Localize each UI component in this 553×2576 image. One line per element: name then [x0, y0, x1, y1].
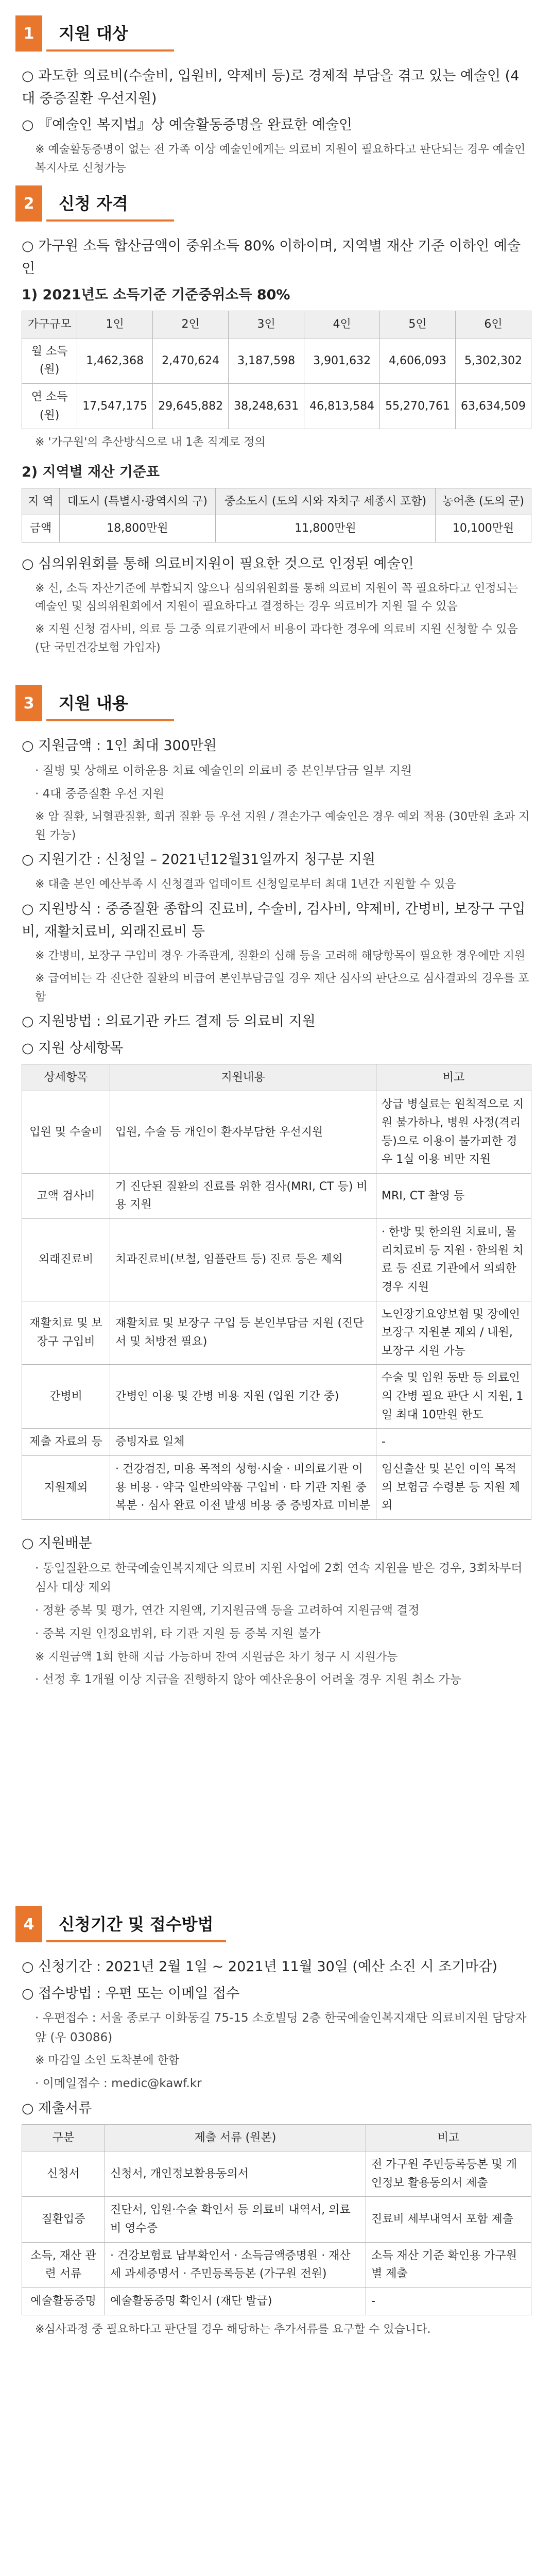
- section-number: 1: [15, 15, 42, 52]
- note: ※ 암 질환, 뇌혈관질환, 희귀 질환 등 우선 지원 / 결손가구 예술인은 경우 예외 적용 (30만원 초과 지원 가능): [35, 810, 530, 842]
- table-cell: 진단서, 입원·수술 확인서 등 의료비 내역서, 의료비 영수증: [105, 2197, 366, 2242]
- paragraph: ○ 지원방식 : 중증질환 종합의 진료비, 수술비, 검사비, 약제비, 간병비, 보장구 구입비, 재활치료비, 외래진료비 등: [22, 901, 526, 940]
- table-header: 1인: [77, 311, 153, 338]
- table-cell: -: [376, 1429, 531, 1456]
- table-cell: 29,645,882: [153, 384, 229, 429]
- table-cell: 전 가구원 주민등록등본 및 개인정보 활용동의서 제출: [366, 2151, 531, 2197]
- table-cell: 4,606,093: [380, 338, 456, 383]
- table-cell: 63,634,509: [456, 384, 531, 429]
- section-eligibility: [0, 15, 553, 181]
- table-header: 지 역: [22, 488, 60, 515]
- table-header: 6인: [456, 311, 531, 338]
- sub-item: · 선정 후 1개월 이상 지급을 진행하지 않아 예산운용이 어려울 경우 지원 취소 가능: [35, 1673, 461, 1687]
- table-cell: 신청서: [22, 2151, 105, 2197]
- table-cell: 5,302,302: [456, 338, 531, 383]
- table-cell: 질환입증: [22, 2197, 105, 2242]
- table-row: [22, 1091, 531, 1174]
- table-cell: 재활치료 및 보장구 구입 등 본인부담금 지원 (진단서 및 처방전 필요): [110, 1301, 376, 1365]
- table-row: [22, 338, 531, 383]
- table-row: [22, 1365, 531, 1429]
- table-row: [22, 2197, 531, 2242]
- section-number: 2: [15, 185, 42, 222]
- table-header: 중소도시 (도의 시와 자치구 세종시 포함): [215, 488, 435, 515]
- table-cell: 치과진료비(보철, 임플란트 등) 진료 등은 제외: [110, 1219, 376, 1301]
- support-items-table: [22, 1064, 531, 1520]
- table-cell: 기 진단된 질환의 진료를 위한 검사(MRI, CT 등) 비용 지원: [110, 1173, 376, 1218]
- note: ※ 지원 신청 검사비, 의료 등 그중 의료기관에서 비용이 과다한 경우에 의료비 지원 신청할 수 있음 (단 국민건강보험 가입자): [35, 622, 518, 654]
- note: ※ 대출 본인 예산부족 시 신청결과 업데이트 신청일로부터 최대 1년간 지원할 수 있음: [35, 878, 456, 891]
- table-cell: 수술 및 입원 동반 등 의료인의 간병 필요 판단 시 지원, 1일 최대 10만원 한도: [376, 1365, 531, 1429]
- note: ※심사과정 중 필요하다고 판단될 경우 해당하는 추가서류를 요구할 수 있습니다.: [35, 2323, 431, 2336]
- table-row: [22, 1219, 531, 1301]
- note: ※ 간병비, 보장구 구입비 경우 가족관계, 질환의 심해 등을 고려해 해당항목이 필요한 경우에만 지원: [35, 950, 526, 963]
- table-cell: · 건강보험료 납부확인서 · 소득금액증명원 · 재산세 과세증명서 · 주민등록등본 (가구원 전원): [105, 2242, 366, 2287]
- table-cell: 2,470,624: [153, 338, 229, 383]
- table-cell: 증빙자료 일체: [110, 1429, 376, 1456]
- table-cell: MRI, CT 촬영 등: [376, 1173, 531, 1218]
- table-cell: 재활치료 및 보장구 구입비: [22, 1301, 110, 1365]
- section-header: [15, 685, 553, 721]
- income-table: [22, 311, 531, 429]
- table-cell: 11,800만원: [215, 515, 435, 543]
- table-cell: 예술활동증명: [22, 2287, 105, 2315]
- sub-item: · 동일질환으로 한국예술인복지재단 의료비 지원 사업에 2회 연속 지원을 받은 경우, 3회차부터 심사 대상 제외: [35, 1561, 523, 1594]
- table-cell: 임신출산 및 본인 이익 목적의 보험금 수령분 등 지원 제외: [376, 1455, 531, 1519]
- note: ※ 급여비는 각 진단한 질환의 비급여 본인부담금일 경우 재단 심사의 판단으로 심사결과의 경우를 포함: [35, 972, 529, 1004]
- table-header: 비고: [366, 2124, 531, 2151]
- table-caption: 2) 지역별 재산 기준표: [22, 464, 160, 480]
- paragraph: ○ 지원방법 : 의료기관 카드 결제 등 의료비 지원: [22, 1013, 316, 1030]
- table-row: [22, 2287, 531, 2315]
- sub-item: · 질병 및 상해로 이하운용 치료 예술인의 의료비 중 본인부담금 일부 지원: [35, 764, 412, 777]
- table-header: 3인: [229, 311, 304, 338]
- table-header: 지원내용: [110, 1064, 376, 1091]
- note: ※ 신, 소득 자산기준에 부합되지 않으나 심의위원회를 통해 의료비 지원이 꼭 필요하다고 인정되는 예술인 및 심의위원회에서 지원이 필요하다고 결정하는 경우 의료비가 지원 될 수 있음: [35, 582, 519, 614]
- table-cell: 지원제외: [22, 1455, 110, 1519]
- table-cell: 제출 자료의 등: [22, 1429, 110, 1456]
- section-header: [15, 15, 553, 52]
- table-row: [22, 1173, 531, 1218]
- note: ※ 마감일 소인 도착분에 한함: [35, 2054, 180, 2067]
- table-cell: 38,248,631: [229, 384, 304, 429]
- table-cell: 간병인 이용 및 간병 비용 지원 (입원 기간 중): [110, 1365, 376, 1429]
- table-cell: 1,462,368: [77, 338, 153, 383]
- section-title: 지원 대상: [46, 15, 174, 52]
- table-cell: 10,100만원: [436, 515, 531, 543]
- paragraph: ○ 가구원 소득 합산금액이 중위소득 80% 이하이며, 지역별 재산 기준 이하인 예술인: [22, 238, 521, 277]
- table-header: 농어촌 (도의 군): [436, 488, 531, 515]
- sub-item: · 정환 중복 및 평가, 연간 지원액, 기지원금액 등을 고려하여 지원금액 결정: [35, 1604, 420, 1618]
- asset-table: [22, 488, 531, 543]
- table-header: 대도시 (특별시·광역시의 구): [59, 488, 215, 515]
- table-header: 4인: [304, 311, 380, 338]
- table-row: [22, 1455, 531, 1519]
- section-header: [15, 1906, 553, 1942]
- sub-item: · 우편접수 : 서울 종로구 이화동길 75-15 소호빌딩 2층 한국예술인복지재단 의료비지원 담당자 앞 (우 03086): [35, 2011, 527, 2044]
- section-application: [0, 1906, 553, 2343]
- table-cell: 3,901,632: [304, 338, 380, 383]
- paragraph: ○ 제출서류: [22, 2100, 92, 2116]
- table-cell: 신청서, 개인정보활용동의서: [105, 2151, 366, 2197]
- table-row: [22, 384, 531, 429]
- sub-item: · 이메일접수 : medic@kawf.kr: [35, 2076, 202, 2090]
- table-header: 가구규모: [22, 311, 77, 338]
- table-cell: 간병비: [22, 1365, 110, 1429]
- table-cell: · 건강검진, 미용 목적의 성형·시술 · 비의료기관 이용 비용 · 약국 일반의약품 구입비 · 타 기관 지원 중복분 · 심사 완료 이전 발생 비용 중 증빙자료 미비분: [110, 1455, 376, 1519]
- table-cell: 월 소득(원): [22, 338, 77, 383]
- table-header: 구분: [22, 2124, 105, 2151]
- table-cell: 3,187,598: [229, 338, 304, 383]
- documents-table: [22, 2124, 531, 2315]
- paragraph: ○ 지원배분: [22, 1535, 92, 1551]
- table-cell: 55,270,761: [380, 384, 456, 429]
- paragraph: ○ 신청기간 : 2021년 2월 1일 ~ 2021년 11월 30일 (예산 소진 시 조기마감): [22, 1959, 497, 1975]
- table-row: [22, 1301, 531, 1365]
- sub-item: · 중복 지원 인정요범위, 타 기관 지원 등 중복 지원 불가: [35, 1627, 321, 1641]
- table-cell: 18,800만원: [59, 515, 215, 543]
- table-cell: 연 소득(원): [22, 384, 77, 429]
- section-title: 지원 내용: [46, 685, 174, 721]
- paragraph: ○ 지원금액 : 1인 최대 300만원: [22, 738, 217, 754]
- paragraph: ○ 접수방법 : 우편 또는 이메일 접수: [22, 1985, 240, 2002]
- table-header: 5인: [380, 311, 456, 338]
- section-title: 신청 자격: [46, 185, 174, 222]
- table-cell: 진료비 세부내역서 포함 제출: [366, 2197, 531, 2242]
- section-support-content: [0, 685, 553, 1693]
- table-cell: 소득, 재산 관련 서류: [22, 2242, 105, 2287]
- table-row: [22, 1429, 531, 1456]
- table-cell: 소득 재산 기준 확인용 가구원별 제출: [366, 2242, 531, 2287]
- section-number: 3: [15, 685, 42, 721]
- table-cell: 외래진료비: [22, 1219, 110, 1301]
- table-cell: -: [366, 2287, 531, 2315]
- table-header: 2인: [153, 311, 229, 338]
- table-cell: 고액 검사비: [22, 1173, 110, 1218]
- note: ※ 예술활동증명이 없는 전 가족 이상 예술인에게는 의료비 지원이 필요하다고 판단되는 경우 예술인복지사로 신청가능: [35, 143, 526, 175]
- table-cell: 46,813,584: [304, 384, 380, 429]
- table-cell: · 한방 및 한의원 치료비, 물리치료비 등 지원 · 한의원 치료 등 진료 기관에서 의뢰한 경우 지원: [376, 1219, 531, 1301]
- table-cell: 입원 및 수술비: [22, 1091, 110, 1174]
- section-qualification: [0, 185, 553, 661]
- table-cell: 17,547,175: [77, 384, 153, 429]
- table-row: [22, 2242, 531, 2287]
- table-row: [22, 2151, 531, 2197]
- paragraph: ○ 지원 상세항목: [22, 1040, 124, 1056]
- section-number: 4: [15, 1906, 42, 1942]
- table-header: 상세항목: [22, 1064, 110, 1091]
- table-cell: 상급 병실료는 원칙적으로 지원 불가하나, 병원 사정(격리 등)으로 이용이 불가피한 경우 1실 이용 비만 지원: [376, 1091, 531, 1174]
- table-cell: 금액: [22, 515, 60, 543]
- table-header: 제출 서류 (원본): [105, 2124, 366, 2151]
- sub-item: · 4대 중증질환 우선 지원: [35, 787, 165, 801]
- note: ※ '가구원'의 추산방식으로 내 1촌 직계로 정의: [35, 436, 266, 449]
- paragraph: ○ 『예술인 복지법』상 예술활동증명을 완료한 예술인: [22, 117, 353, 133]
- table-cell: 입원, 수술 등 개인이 환자부담한 우선지원: [110, 1091, 376, 1174]
- table-cell: 노인장기요양보험 및 장애인보장구 지원분 제외 / 내원, 보장구 지원 가능: [376, 1301, 531, 1365]
- section-title: 신청기간 및 접수방법: [46, 1906, 226, 1942]
- paragraph: ○ 과도한 의료비(수술비, 입원비, 약제비 등)로 경제적 부담을 겪고 있는 예술인 (4대 중증질환 우선지원): [22, 68, 520, 107]
- table-row: [22, 515, 531, 543]
- section-header: [15, 185, 553, 222]
- paragraph: ○ 심의위원회를 통해 의료비지원이 필요한 것으로 인정된 예술인: [22, 555, 414, 572]
- table-header: 비고: [376, 1064, 531, 1091]
- table-caption: 1) 2021년도 소득기준 기준중위소득 80%: [22, 287, 290, 303]
- paragraph: ○ 지원기간 : 신청일 – 2021년12월31일까지 청구분 지원: [22, 852, 376, 868]
- note: ※ 지원금액 1회 한해 지급 가능하며 잔여 지원금은 차기 청구 시 지원가능: [35, 1650, 398, 1664]
- table-cell: 예술활동증명 확인서 (재단 발급): [105, 2287, 366, 2315]
